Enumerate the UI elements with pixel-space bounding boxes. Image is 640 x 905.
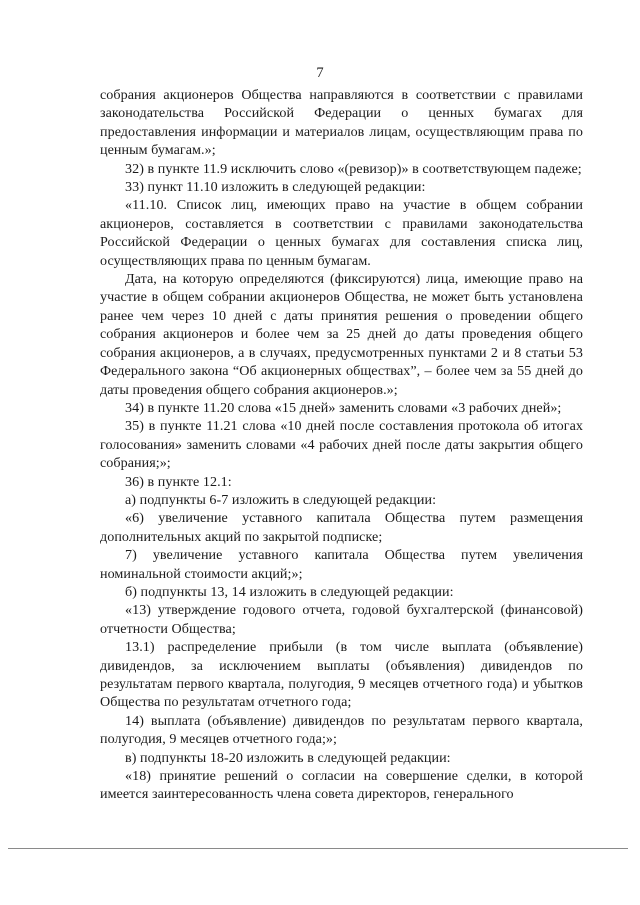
paragraph-subitem-v: в) подпункты 18-20 изложить в следующей редакции:: [125, 749, 451, 766]
paragraph-clause-11-10: «11.10. Список лиц, имеющих право на участие в общем собрании акционеров, составляется в соответствии с правилами законодательства Российской Федерации о ценных бумагах для составления списка лиц, осуществляющих права по ценным бумагам.: [100, 197, 583, 269]
page-number: 7: [316, 65, 324, 81]
paragraph-clause-14: 14) выплата (объявление) дивидендов по результатам первого квартала, полугодия, 9 месяцев отчетного года;»;: [100, 712, 583, 748]
paragraph-item-32: 32) в пункте 11.9 исключить слово «(ревизор)» в соответствующем падеже;: [125, 160, 582, 177]
paragraph-clause-13-1: 13.1) распределение прибыли (в том числе выплата (объявление) дивидендов, за исключением выплаты (объявления) дивидендов по результатам первого квартала, полугодия, 9 месяцев отчетного года) и убытков Общества по результатам отчетного года;: [100, 639, 583, 711]
paragraph-clause-18: «18) принятие решений о согласии на совершение сделки, в которой имеется заинтересованность члена совета директоров, генерального: [100, 768, 583, 803]
paragraph-item-33: 33) пункт 11.10 изложить в следующей редакции:: [125, 179, 426, 196]
paragraph-record-date: Дата, на которую определяются (фиксируются) лица, имеющие право на участие в общем собрании акционеров Общества, не может быть установлена ранее чем через 10 дней с даты принятия решения о проведении общего собрания акционеров и более чем за 25 дней до даты проведения общего собрания акционеров, а в случаях, предусмотренных пунктами 2 и 8 статьи 53 Федерального закона “Об акционерных обществах”, – более чем за 55 дней до даты проведения общего собрания акционеров.»;: [100, 271, 583, 398]
paragraph-continuation: собрания акционеров Общества направляются в соответствии с правилами законодательства Российской Федерации о ценных бумагах для предоставления информации и материалов лицам, осуществляющим права по ценным бумагам.»;: [100, 87, 583, 159]
paragraph-item-35: 35) в пункте 11.21 слова «10 дней после составления протокола об итогах голосования» заменить словами «4 рабочих дней после даты закрытия общего собрания;»;: [100, 418, 583, 472]
paragraph-clause-6: «6) увеличение уставного капитала Общества путем размещения дополнительных акций по закрытой подписке;: [100, 510, 583, 545]
paragraph-item-34: 34) в пункте 11.20 слова «15 дней» заменить словами «3 рабочих дней»;: [125, 399, 562, 416]
paragraph-clause-13: «13) утверждение годового отчета, годовой бухгалтерской (финансовой) отчетности Общества;: [100, 602, 583, 637]
paragraph-clause-7: 7) увеличение уставного капитала Общества путем увеличения номинальной стоимости акций;»;: [100, 547, 583, 582]
paragraph-subitem-b: б) подпункты 13, 14 изложить в следующей редакции:: [125, 583, 454, 600]
paragraph-subitem-a: а) подпункты 6-7 изложить в следующей редакции:: [125, 491, 437, 508]
document-body: [100, 86, 583, 804]
bottom-divider: [8, 848, 628, 849]
paragraph-item-36: 36) в пункте 12.1:: [125, 473, 232, 490]
